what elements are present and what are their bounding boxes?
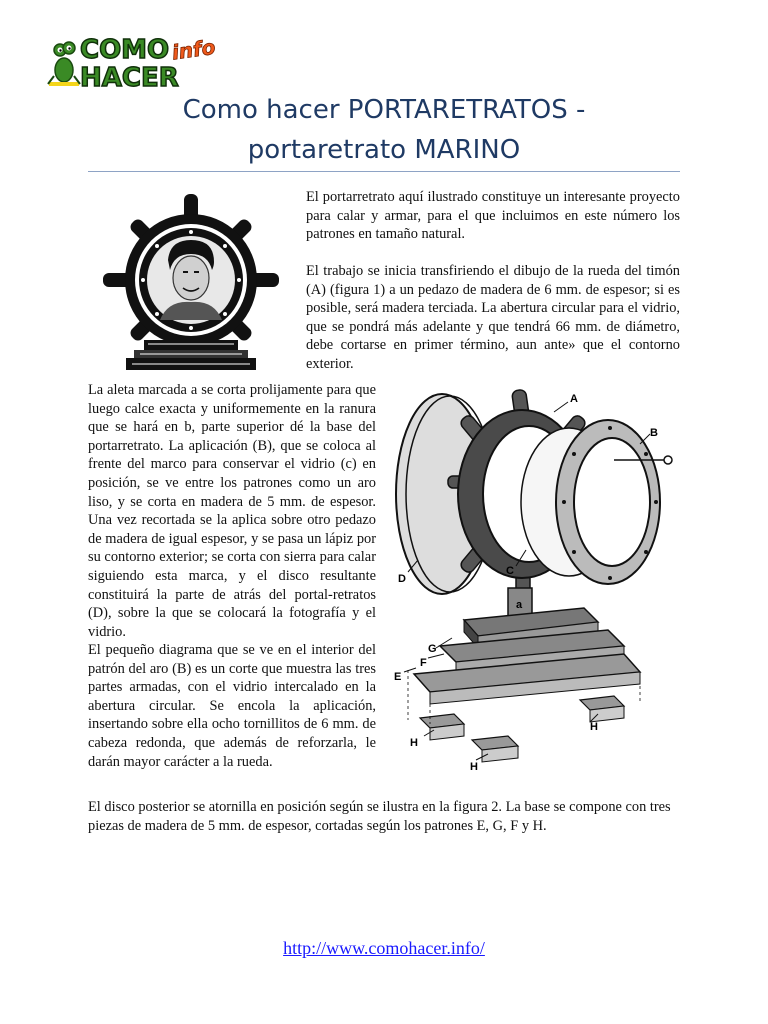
- title-line-1: Como hacer PORTARETRATOS -: [182, 95, 586, 125]
- label-D: D: [398, 573, 406, 585]
- paragraph-closing: El disco posterior se atornilla en posición según se ilustra en la figura 2. La base se compone con tres piezas de madera de 5 mm. de espesor, cortadas según los patrones E, G, F y H.: [88, 799, 671, 834]
- comohacer-logo-icon: [44, 30, 230, 92]
- paragraph-column-1: La aleta marcada a se corta prolijamente para que luego calce exacta y uniformemente en la ranura que se hará en b, parte superior dé la base del portarretrato. La aplicación (B), que se coloca al frente del marco para conservar el vidrio (c) en posición, se ve entre los patrones como un aro liso, y se corta en madera de 5 mm. de espesor. Una vez recortada se la aplica sobre otro pedazo de madera de igual espesor, y se pasa un lápiz por su contorno exterior; se corta con sierra para calar siguiendo esta marca, y el disco resultante constituirá la parte de atrás del portal-retratos (D), sobre la que se colocará la fotografía y el vidrio.: [88, 382, 376, 640]
- site-logo[interactable]: [44, 30, 230, 92]
- figure-2-exploded-assembly: [384, 384, 686, 778]
- label-F: F: [420, 657, 427, 669]
- logo-accent: info: [170, 34, 217, 65]
- label-H-3: H: [590, 721, 598, 733]
- label-C: C: [506, 565, 514, 577]
- label-a: a: [516, 599, 523, 611]
- footer: [0, 938, 768, 959]
- page-title: [90, 90, 678, 170]
- paragraph-column-2: El pequeño diagrama que se ve en el interior del patrón del aro (B) es un corte que muestra las tres partes armadas, con el vidrio intercalado en la abertura circular. Se encola la aplicación, insertando sobre ella ocho tornillitos de 6 mm. de cabeza redonda, que además de reforzarla, le darán mayor carácter a la rueda.: [88, 642, 376, 770]
- exploded-assembly-diagram: [384, 384, 686, 778]
- title-divider: [88, 171, 680, 172]
- label-E: E: [394, 671, 402, 683]
- paragraph-intro-1: El portarretrato aquí ilustrado constituye un interesante proyecto para calar y armar, para el que incluimos en este número los patrones en tamaño natural.: [306, 189, 680, 243]
- label-H-1: H: [410, 737, 418, 749]
- footer-link[interactable]: http://www.comohacer.info/: [283, 938, 485, 958]
- label-H-2: H: [470, 761, 478, 773]
- label-G: G: [428, 643, 437, 655]
- logo-line2: HACER: [80, 63, 179, 92]
- paragraph-intro-2: El trabajo se inicia transfiriendo el dibujo de la rueda del timón (A) (figura 1) a un pedazo de madera de 6 mm. de espesor; si es posible, será madera terciada. La abertura circular para el vidrio, que se pondrá más adelante y que tendrá 66 mm. de diámetro, debe cortarse en primer término, aun ante» que el contorno exterior.: [306, 263, 680, 372]
- title-line-2: portaretrato MARINO: [247, 135, 521, 165]
- label-A: A: [570, 393, 578, 405]
- ship-wheel-frame-illustration: [88, 190, 294, 376]
- figure-1-portrait-frame: [88, 190, 294, 376]
- label-B: B: [650, 427, 658, 439]
- logo-line1: COMO: [80, 35, 170, 65]
